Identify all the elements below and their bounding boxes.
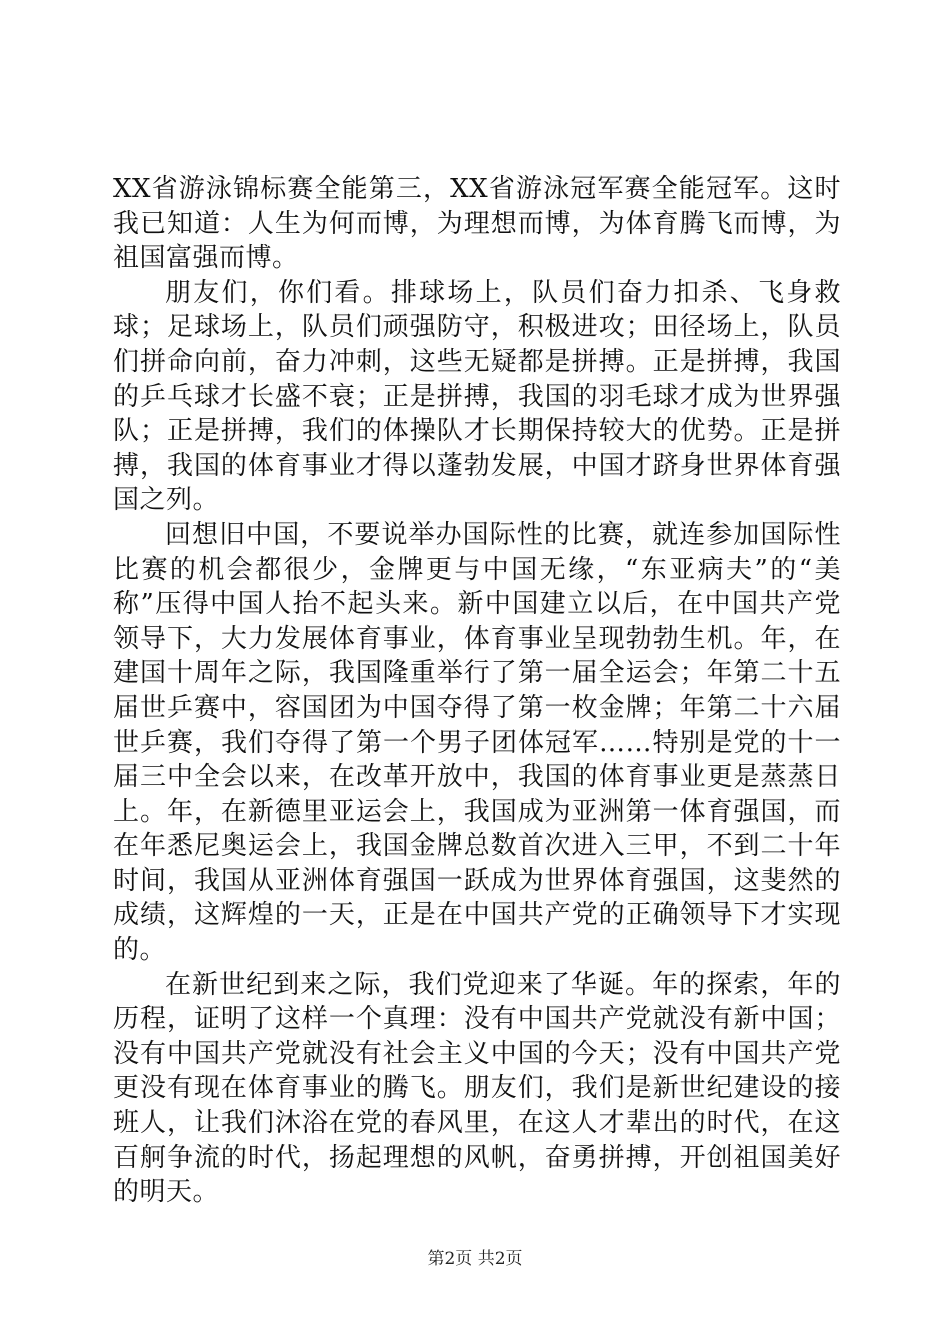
paragraph-continuation: XX省游泳锦标赛全能第三，XX省游泳冠军赛全能冠军。这时我已知道：人生为何而博，为理想而博，为体育腾飞而博，为祖国富强而博。 xyxy=(113,174,841,274)
paragraph-history: 回想旧中国，不要说举办国际性的比赛，就连参加国际性比赛的机会都很少，金牌更与中国无缘，“东亚病夫”的“美称”压得中国人抬不起头来。新中国建立以后，在中国共产党领导下，大力发展体育事业，体育事业呈现勃勃生机。年，在建国十周年之际，我国隆重举行了第一届全运会；年第二十五届世乒赛中，容国团为中国夺得了第一枚金牌；年第二十六届世乒赛，我们夺得了第一个男子团体冠军……特别是党的十一届三中全会以来，在改革开放中，我国的体育事业更是蒸蒸日上。年，在新德里亚运会上，我国成为亚洲第一体育强国，而在年悉尼奥运会上，我国金牌总数首次进入三甲，不到二十年时间，我国从亚洲体育强国一跃成为世界体育强国，这斐然的成绩，这辉煌的一天，正是在中国共产党的正确领导下才实现的。 xyxy=(113,519,841,966)
paragraph-conclusion: 在新世纪到来之际，我们党迎来了华诞。年的探索，年的历程，证明了这样一个真理：没有中国共产党就没有新中国；没有中国共产党就没有社会主义中国的今天；没有中国共产党更没有现在体育事业的腾飞。朋友们，我们是新世纪建设的接班人，让我们沐浴在党的春风里，在这人才辈出的时代，在这百舸争流的时代，扬起理想的风帆，奋勇拼搏，开创祖国美好的明天。 xyxy=(113,969,841,1208)
paragraph-sports-spirit: 朋友们，你们看。排球场上，队员们奋力扣杀、飞身救球；足球场上，队员们顽强防守，积极进攻；田径场上，队员们拼命向前，奋力冲刺，这些无疑都是拼搏。正是拼搏，我国的乒乓球才长盛不衰；正是拼搏，我国的羽毛球才成为世界强队；正是拼搏，我们的体操队才长期保持较大的优势。正是拼搏，我国的体育事业才得以蓬勃发展，中国才跻身世界体育强国之列。 xyxy=(113,277,841,516)
page-number-footer: 第2页 共2页 xyxy=(427,1249,523,1269)
document-body xyxy=(113,172,841,1210)
